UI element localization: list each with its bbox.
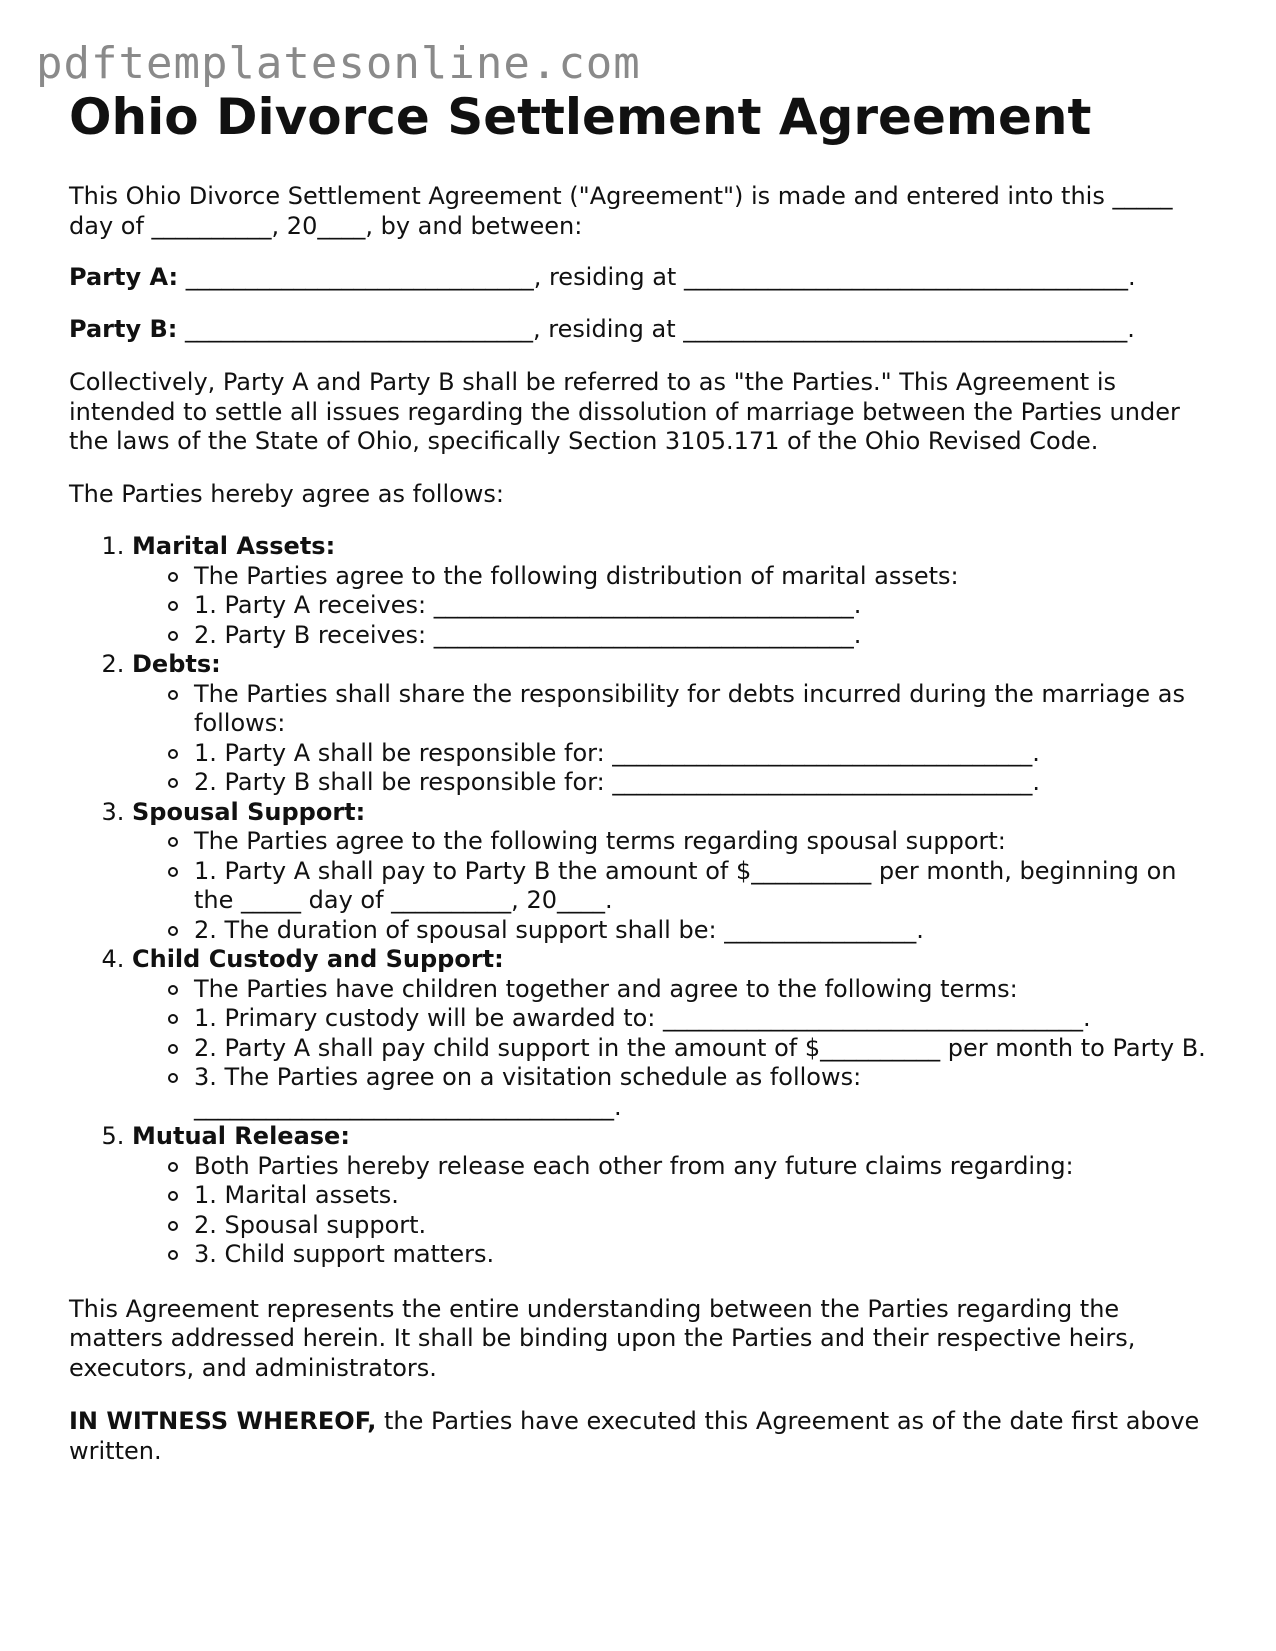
section-heading: Mutual Release: (132, 1122, 350, 1150)
watermark: pdftemplatesonline.com (36, 38, 641, 89)
collectively-paragraph: Collectively, Party A and Party B shall be referred to as "the Parties." This Agreement is intended to settle all issues regarding the dissolution of marriage between the Parties under the laws of the State of Ohio, specifically Section 3105.171 of the Ohio Revised Code. (69, 368, 1180, 455)
list-item: The Parties agree to the following terms regarding spousal support: (194, 827, 1219, 857)
section-mutual-release (132, 1122, 1219, 1270)
list-item: 1. Party A shall be responsible for: ___________________________________. (194, 739, 1219, 769)
section-heading: Marital Assets: (132, 532, 336, 560)
section-items (132, 680, 1219, 798)
document-page (69, 86, 1219, 1466)
section-items (132, 827, 1219, 945)
list-item: 1. Marital assets. (194, 1181, 1219, 1211)
list-item: 2. Spousal support. (194, 1211, 1219, 1241)
list-item: 3. Child support matters. (194, 1240, 1219, 1270)
list-item: 3. The Parties agree on a visitation schedule as follows: ___________________________________. (194, 1063, 1219, 1122)
party-a-label: Party A: (69, 263, 179, 291)
witness-text: the Parties have executed this Agreement as of the date first above written. (69, 1407, 1200, 1465)
section-heading: Debts: (132, 650, 221, 678)
witness-label: IN WITNESS WHEREOF, (69, 1407, 377, 1435)
list-item: 1. Party A receives: ___________________________________. (194, 591, 1219, 621)
list-item: Both Parties hereby release each other from any future claims regarding: (194, 1152, 1219, 1182)
party-a-text: _____________________________, residing at _____________________________________. (178, 263, 1136, 291)
party-b-line (69, 315, 1219, 345)
list-item: The Parties shall share the responsibility for debts incurred during the marriage as follows: (194, 680, 1219, 739)
sections-list (69, 532, 1219, 1270)
party-b-label: Party B: (69, 314, 178, 343)
section-heading: Child Custody and Support: (132, 945, 504, 973)
list-item: 2. The duration of spousal support shall be: ________________. (194, 916, 1219, 946)
list-item: 1. Party A shall pay to Party B the amount of $__________ per month, beginning on the _____ day of __________, 20____. (194, 857, 1219, 916)
section-debts (132, 650, 1219, 798)
list-item: The Parties agree to the following distribution of marital assets: (194, 562, 1219, 592)
section-items (132, 562, 1219, 651)
list-item: 1. Primary custody will be awarded to: ___________________________________. (194, 1004, 1219, 1034)
agree-intro: The Parties hereby agree as follows: (69, 479, 505, 508)
list-item: 2. Party A shall pay child support in the amount of $__________ per month to Party B. (194, 1034, 1219, 1064)
party-a-line (69, 263, 1219, 293)
section-child-custody (132, 945, 1219, 1122)
section-marital-assets (132, 532, 1219, 650)
section-items (132, 975, 1219, 1123)
section-items (132, 1152, 1219, 1270)
section-spousal-support (132, 798, 1219, 946)
list-item: The Parties have children together and agree to the following terms: (194, 975, 1219, 1005)
witness-paragraph (69, 1407, 1219, 1466)
party-b-text: _____________________________, residing at _____________________________________. (177, 314, 1135, 343)
section-heading: Spousal Support: (132, 797, 366, 826)
intro-paragraph: This Ohio Divorce Settlement Agreement ("Agreement") is made and entered into this _____ day of __________, 20____, by and between: (69, 182, 1173, 240)
entire-agreement-paragraph: This Agreement represents the entire understanding between the Parties regarding the matters addressed herein. It shall be binding upon the Parties and their respective heirs, executors, and administrators. (69, 1294, 1136, 1382)
list-item: 2. Party B receives: ___________________________________. (194, 621, 1219, 651)
document-title: Ohio Divorce Settlement Agreement (69, 88, 1092, 146)
list-item: 2. Party B shall be responsible for: ___________________________________. (194, 768, 1219, 798)
